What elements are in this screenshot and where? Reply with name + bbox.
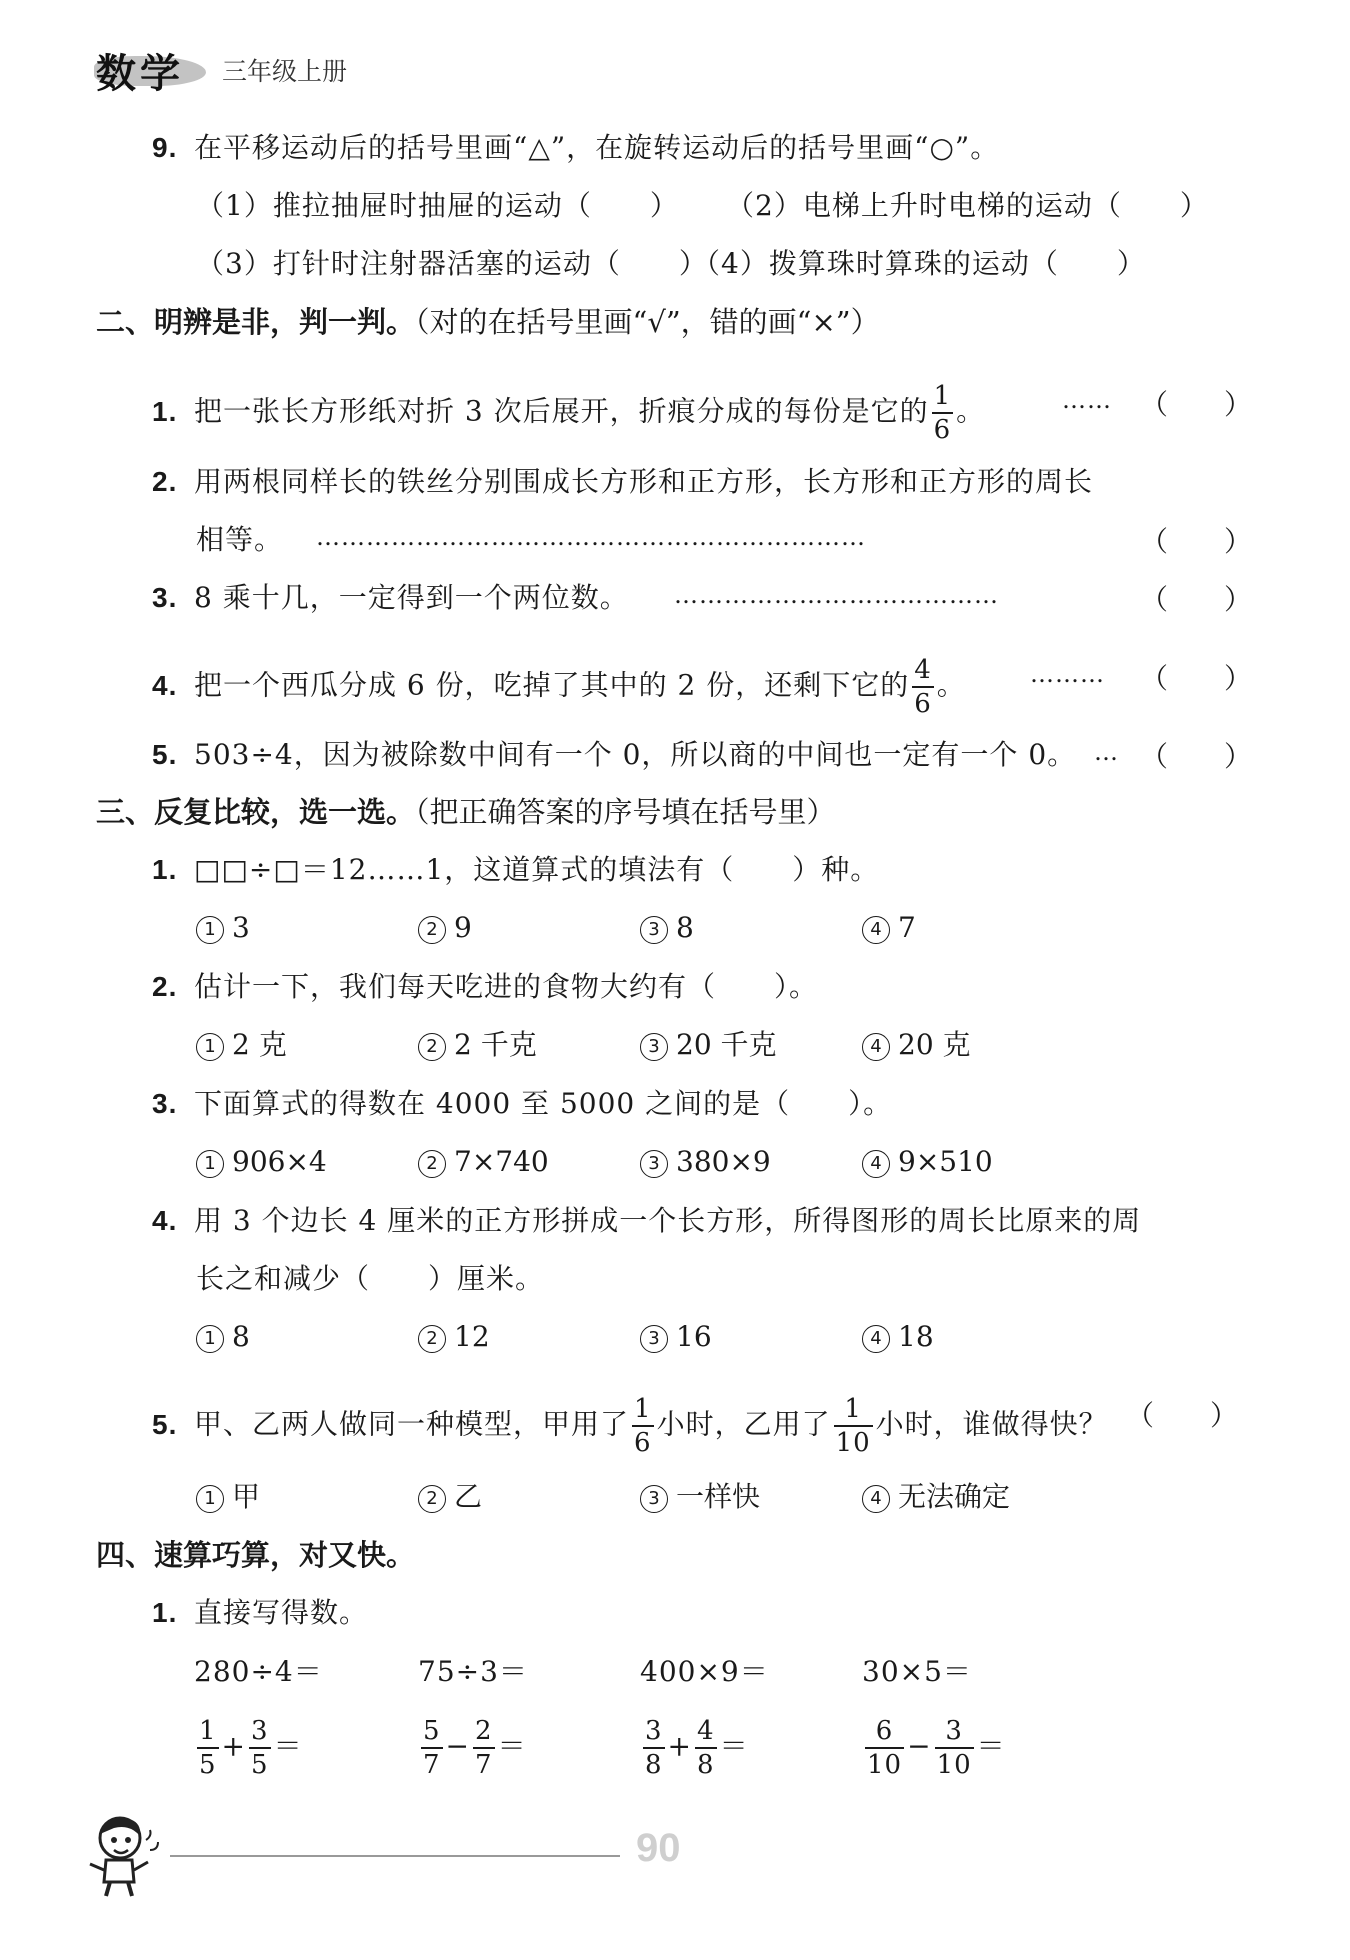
fraction-denominator: 10 bbox=[936, 1750, 972, 1780]
option-text: 8 bbox=[232, 1320, 250, 1353]
s3-q4-number: 4. bbox=[152, 1205, 178, 1236]
s2-q3-answer[interactable]: （ ） bbox=[1140, 583, 1253, 616]
fraction-denominator: 8 bbox=[697, 1750, 715, 1780]
s3-q1-text: □□÷□＝12……1，这道算式的填法有（ ）种。 bbox=[194, 853, 880, 886]
mascot-icon bbox=[84, 1810, 168, 1900]
footer-divider bbox=[170, 1855, 620, 1857]
s2-q2-text-cont: 相等。 bbox=[196, 523, 284, 556]
s3-q5-text: 甲、乙两人做同一种模型，甲用了 bbox=[194, 1407, 630, 1441]
fraction-numerator: 2 bbox=[475, 1716, 493, 1746]
s3-q3-number: 3. bbox=[152, 1088, 178, 1119]
option-marker-4: 4 bbox=[862, 1033, 890, 1061]
option-marker-2: 2 bbox=[418, 1150, 446, 1178]
s3-q5-fraction-1 bbox=[632, 1396, 654, 1456]
s3-q5-option-1[interactable] bbox=[196, 1477, 260, 1517]
s3-q5-option-2[interactable] bbox=[418, 1477, 482, 1517]
s2-q3 bbox=[152, 578, 629, 618]
grade-label: 三年级上册 bbox=[222, 57, 348, 86]
s3-q2-option-1[interactable] bbox=[196, 1025, 287, 1065]
fraction-denominator: 6 bbox=[933, 415, 952, 445]
s3-q1-option-1[interactable] bbox=[196, 908, 250, 948]
s2-q1-fraction bbox=[932, 383, 954, 443]
option-marker-1: 1 bbox=[196, 916, 224, 944]
s3-q4 bbox=[152, 1201, 1141, 1241]
fraction-numerator: 4 bbox=[697, 1716, 715, 1746]
s2-q2-number: 2. bbox=[152, 466, 178, 497]
s3-q2-option-4[interactable] bbox=[862, 1025, 971, 1065]
operator: − bbox=[907, 1729, 932, 1763]
section-2-title: 二、明辨是非，判一判。 bbox=[96, 305, 416, 339]
s3-q3-option-1[interactable] bbox=[196, 1142, 327, 1182]
option-marker-3: 3 bbox=[640, 1325, 668, 1353]
option-text: 380×9 bbox=[676, 1145, 771, 1178]
fraction-numerator: 5 bbox=[423, 1716, 441, 1746]
fraction-numerator: 1 bbox=[933, 381, 952, 411]
option-text: 一样快 bbox=[676, 1480, 761, 1513]
fraction-numerator: 6 bbox=[875, 1716, 894, 1746]
s2-q4-fraction bbox=[912, 657, 934, 717]
s3-q4-option-3[interactable] bbox=[640, 1317, 712, 1357]
fraction-numerator: 3 bbox=[945, 1716, 963, 1746]
calc-fraction-item-2 bbox=[418, 1718, 527, 1778]
s4-q1-text: 直接写得数。 bbox=[194, 1596, 369, 1629]
s3-q3-text: 下面算式的得数在 4000 至 5000 之间的是（ ）。 bbox=[194, 1087, 893, 1120]
q9-item-3: （3）打针时注射器活塞的运动（ ） bbox=[196, 247, 708, 280]
s3-q2-text: 估计一下，我们每天吃进的食物大约有（ ）。 bbox=[194, 970, 819, 1003]
calc-item-4: 30×5＝ bbox=[862, 1655, 972, 1688]
option-marker-1: 1 bbox=[196, 1485, 224, 1513]
option-text: 无法确定 bbox=[898, 1480, 1011, 1513]
fraction-numerator: 3 bbox=[645, 1716, 663, 1746]
option-text: 2 千克 bbox=[454, 1028, 537, 1061]
s3-q1 bbox=[152, 850, 879, 890]
option-marker-2: 2 bbox=[418, 1485, 446, 1513]
s2-q5-dots: … bbox=[1094, 738, 1119, 766]
s2-q1-number: 1. bbox=[152, 395, 178, 427]
calc-fraction-item-4 bbox=[862, 1718, 1006, 1778]
s3-q3-option-3[interactable] bbox=[640, 1142, 771, 1182]
option-text: 20 千克 bbox=[676, 1028, 777, 1061]
s2-q1-text-end: 。 bbox=[956, 394, 986, 428]
s2-q1 bbox=[152, 383, 985, 443]
fraction-denominator: 5 bbox=[199, 1750, 217, 1780]
equals-sign: ＝ bbox=[497, 1729, 527, 1763]
s4-q1 bbox=[152, 1593, 368, 1633]
s3-q3-option-4[interactable] bbox=[862, 1142, 993, 1182]
s3-q5-answer[interactable]: （ ） bbox=[1126, 1399, 1239, 1432]
subject-title: 数学 bbox=[96, 51, 184, 97]
s3-q3 bbox=[152, 1084, 892, 1124]
s3-q5-text-mid: 小时，乙用了 bbox=[656, 1407, 831, 1441]
s3-q5-number: 5. bbox=[152, 1408, 178, 1440]
fraction-denominator: 8 bbox=[645, 1750, 663, 1780]
option-text: 3 bbox=[232, 911, 250, 944]
s2-q4-text: 把一个西瓜分成 6 份，吃掉了其中的 2 份，还剩下它的 bbox=[194, 668, 910, 702]
fraction-numerator: 1 bbox=[844, 1394, 862, 1424]
q9-number: 9. bbox=[152, 132, 178, 163]
section-3-note: （把正确答案的序号填在括号里） bbox=[415, 795, 836, 829]
equals-sign: ＝ bbox=[273, 1729, 303, 1763]
s2-q2-dots: ………………………………………………………… bbox=[316, 523, 866, 551]
s3-q5-text-end: 小时，谁做得快？ bbox=[875, 1407, 1108, 1441]
fraction-numerator: 4 bbox=[914, 655, 932, 685]
fraction-denominator: 6 bbox=[634, 1428, 652, 1458]
option-marker-3: 3 bbox=[640, 1485, 668, 1513]
s2-q5-answer[interactable]: （ ） bbox=[1140, 740, 1253, 773]
s3-q5-option-4[interactable] bbox=[862, 1477, 1010, 1517]
s3-q1-option-4[interactable] bbox=[862, 908, 916, 948]
fraction-numerator: 1 bbox=[634, 1394, 652, 1424]
q9-item-1: （1）推拉抽屉时抽屉的运动（ ） bbox=[196, 189, 679, 222]
s2-q4-answer[interactable]: （ ） bbox=[1140, 662, 1253, 695]
option-text: 7 bbox=[898, 911, 916, 944]
s3-q2-option-3[interactable] bbox=[640, 1025, 777, 1065]
fraction-numerator: 3 bbox=[251, 1716, 269, 1746]
option-marker-4: 4 bbox=[862, 1150, 890, 1178]
calc-item-2: 75÷3＝ bbox=[418, 1655, 528, 1688]
equals-sign: ＝ bbox=[719, 1729, 749, 1763]
section-3-title: 三、反复比较，选一选。 bbox=[96, 795, 416, 829]
s2-q4-dots: ……… bbox=[1030, 660, 1105, 688]
s2-q3-dots: ………………………………… bbox=[674, 581, 999, 609]
operator: − bbox=[445, 1729, 471, 1763]
s3-q4-text-cont: 长之和减少（ ）厘米。 bbox=[196, 1262, 545, 1295]
option-marker-4: 4 bbox=[862, 1325, 890, 1353]
calc-fraction-item-1 bbox=[194, 1718, 303, 1778]
operator: + bbox=[667, 1729, 693, 1763]
option-marker-2: 2 bbox=[418, 1325, 446, 1353]
s2-q1-answer[interactable]: （ ） bbox=[1140, 388, 1253, 421]
option-marker-2: 2 bbox=[418, 1033, 446, 1061]
option-text: 906×4 bbox=[232, 1145, 327, 1178]
option-marker-1: 1 bbox=[196, 1033, 224, 1061]
s2-q1-dots: …… bbox=[1062, 386, 1112, 414]
option-text: 2 克 bbox=[232, 1028, 287, 1061]
s2-q3-text: 8 乘十几，一定得到一个两位数。 bbox=[194, 581, 629, 614]
calc-item-1: 280÷4＝ bbox=[194, 1655, 323, 1688]
q9-item-2: （2）电梯上升时电梯的运动（ ） bbox=[726, 189, 1209, 222]
s3-q5-option-3[interactable] bbox=[640, 1477, 760, 1517]
option-text: 8 bbox=[676, 911, 694, 944]
s2-q4 bbox=[152, 657, 966, 717]
s2-q4-text-end: 。 bbox=[936, 668, 966, 702]
s3-q1-option-3[interactable] bbox=[640, 908, 694, 948]
s2-q1-text: 把一张长方形纸对折 3 次后展开，折痕分成的每份是它的 bbox=[194, 394, 929, 428]
s2-q5 bbox=[152, 735, 1076, 775]
section-2-heading bbox=[96, 302, 880, 342]
calc-item-3: 400×9＝ bbox=[640, 1655, 769, 1688]
operator: + bbox=[221, 1729, 247, 1763]
s3-q1-number: 1. bbox=[152, 854, 178, 885]
option-text: 甲 bbox=[232, 1480, 261, 1513]
section-3-heading bbox=[96, 792, 836, 832]
s3-q4-text: 用 3 个边长 4 厘米的正方形拼成一个长方形，所得图形的周长比原来的周 bbox=[194, 1204, 1142, 1237]
s3-q2-number: 2. bbox=[152, 971, 178, 1002]
fraction-denominator: 5 bbox=[251, 1750, 269, 1780]
fraction-denominator: 10 bbox=[867, 1750, 903, 1780]
s2-q5-number: 5. bbox=[152, 739, 178, 770]
option-marker-3: 3 bbox=[640, 1033, 668, 1061]
s3-q3-option-2[interactable] bbox=[418, 1142, 549, 1182]
s2-q5-text: 503÷4，因为被除数中间有一个 0，所以商的中间也一定有一个 0。 bbox=[194, 738, 1077, 771]
s2-q4-number: 4. bbox=[152, 669, 178, 701]
option-text: 12 bbox=[454, 1320, 490, 1353]
s3-q4-option-2[interactable] bbox=[418, 1317, 490, 1357]
equals-sign: ＝ bbox=[976, 1729, 1006, 1763]
option-text: 20 克 bbox=[898, 1028, 971, 1061]
option-text: 16 bbox=[676, 1320, 712, 1353]
section-4-heading: 四、速算巧算，对又快。 bbox=[96, 1538, 416, 1572]
s2-q2 bbox=[152, 462, 1093, 502]
option-marker-2: 2 bbox=[418, 916, 446, 944]
s4-q1-number: 1. bbox=[152, 1597, 178, 1628]
option-text: 18 bbox=[898, 1320, 934, 1353]
fraction-denominator: 10 bbox=[835, 1428, 871, 1458]
calc-fraction-item-3 bbox=[640, 1718, 749, 1778]
option-marker-1: 1 bbox=[196, 1150, 224, 1178]
fraction-denominator: 7 bbox=[475, 1750, 493, 1780]
option-marker-3: 3 bbox=[640, 916, 668, 944]
option-marker-4: 4 bbox=[862, 916, 890, 944]
s3-q4-option-1[interactable] bbox=[196, 1317, 250, 1357]
s3-q5-fraction-2 bbox=[834, 1396, 873, 1456]
option-text: 乙 bbox=[454, 1480, 483, 1513]
q9-text: 在平移运动后的括号里画“△”，在旋转运动后的括号里画“○”。 bbox=[194, 131, 1000, 164]
s2-q2-text: 用两根同样长的铁丝分别围成长方形和正方形，长方形和正方形的周长 bbox=[194, 465, 1094, 498]
option-marker-4: 4 bbox=[862, 1485, 890, 1513]
section-2-note: （对的在括号里画“√”，错的画“×”） bbox=[415, 305, 880, 339]
fraction-numerator: 1 bbox=[199, 1716, 217, 1746]
s2-q2-answer[interactable]: （ ） bbox=[1140, 525, 1253, 558]
option-marker-3: 3 bbox=[640, 1150, 668, 1178]
s3-q2 bbox=[152, 967, 818, 1007]
option-marker-1: 1 bbox=[196, 1325, 224, 1353]
fraction-denominator: 7 bbox=[423, 1750, 441, 1780]
s2-q3-number: 3. bbox=[152, 582, 178, 613]
option-text: 9×510 bbox=[898, 1145, 993, 1178]
page-number: 90 bbox=[636, 1826, 681, 1870]
q9-item-4: （4）拨算珠时算珠的运动（ ） bbox=[692, 247, 1146, 280]
s3-q4-option-4[interactable] bbox=[862, 1317, 934, 1357]
s3-q2-option-2[interactable] bbox=[418, 1025, 537, 1065]
option-text: 9 bbox=[454, 911, 472, 944]
s3-q5 bbox=[152, 1396, 1108, 1456]
q9-line bbox=[152, 128, 999, 168]
fraction-denominator: 6 bbox=[914, 689, 932, 719]
s3-q1-option-2[interactable] bbox=[418, 908, 472, 948]
option-text: 7×740 bbox=[454, 1145, 549, 1178]
